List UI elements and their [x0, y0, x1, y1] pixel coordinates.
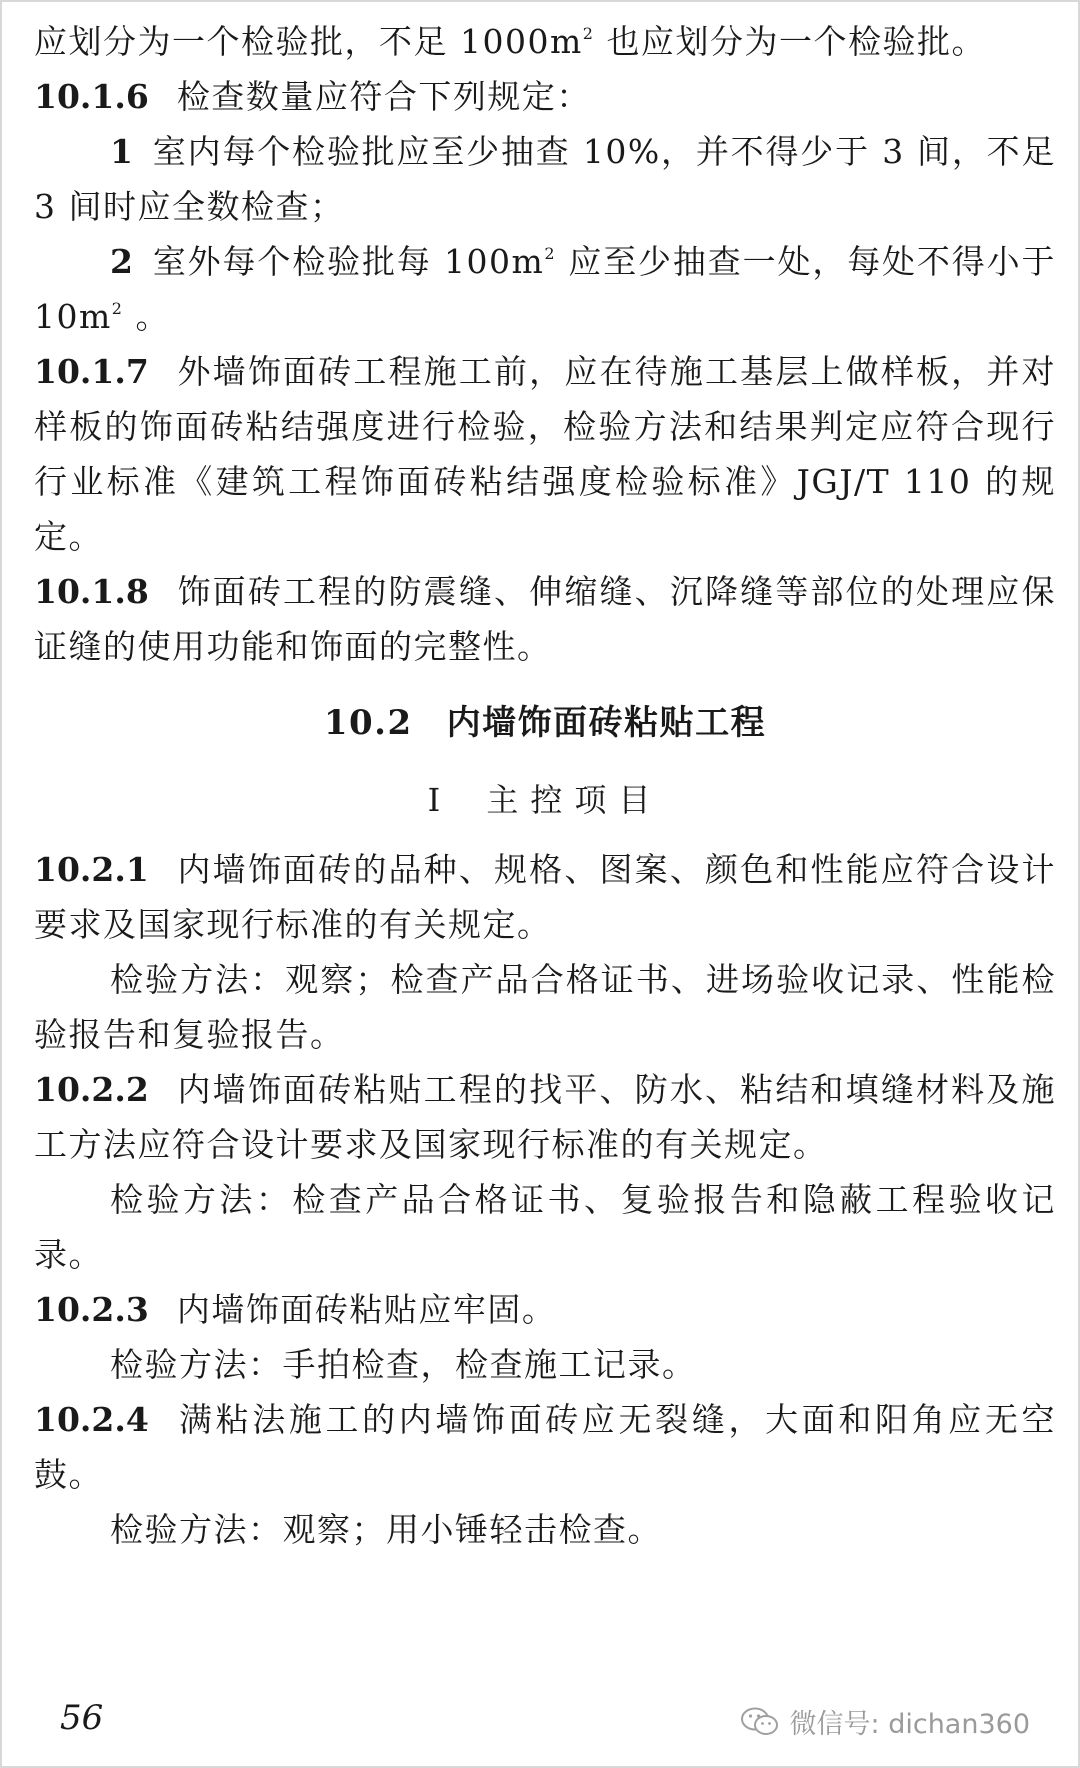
clause-text: 外墙饰面砖工程施工前，应在待施工基层上做样板，并对样板的饰面砖粘结强度进行检验，检验方法和结果判定应符合现行行业标准《建筑工程饰面砖粘结强度检验标准》JGJ/T 110 的规定。 [34, 352, 1056, 556]
section-number: 10.2 [323, 703, 413, 743]
clause-number: 10.2.4 [34, 1400, 149, 1439]
clause-number: 10.1.7 [34, 352, 149, 391]
clause-10-2-3 [34, 1282, 1056, 1337]
clause-10-2-2 [34, 1062, 1056, 1172]
document-body [34, 14, 1056, 1557]
subsection-title-text: 主控项目 [486, 781, 663, 819]
inspection-method: 检验方法：检查产品合格证书、复验报告和隐蔽工程验收记录。 [34, 1180, 1056, 1274]
section-title-text: 内墙饰面砖粘贴工程 [446, 703, 767, 743]
inspection-method: 检验方法：观察；用小锤轻击检查。 [110, 1510, 662, 1549]
clause-text: 饰面砖工程的防震缝、伸缩缝、沉降缝等部位的处理应保证缝的使用功能和饰面的完整性。 [34, 572, 1056, 666]
page-footer [2, 1676, 1078, 1766]
clause-text: 满粘法施工的内墙饰面砖应无裂缝，大面和阳角应无空鼓。 [34, 1400, 1056, 1494]
section-heading [34, 696, 1056, 751]
wechat-icon [740, 1706, 780, 1738]
item-text: 室内每个检验批应至少抽查 10%，并不得少于 3 间，不足 3 间时应全数检查； [34, 132, 1056, 226]
inspection-method: 检验方法：手拍检查，检查施工记录。 [110, 1345, 697, 1384]
watermark-text: 微信号: dichan360 [789, 1709, 1030, 1740]
watermark [740, 1702, 1030, 1741]
list-item-1 [34, 124, 1056, 234]
item-number: 2 [110, 242, 135, 281]
clause-10-1-7 [34, 344, 1056, 564]
clause-number: 10.2.3 [34, 1290, 149, 1329]
clause-number: 10.1.6 [34, 77, 149, 116]
clause-text: 内墙饰面砖粘贴工程的找平、防水、粘结和填缝材料及施工方法应符合设计要求及国家现行标准的有关规定。 [34, 1070, 1056, 1164]
clause-text: 内墙饰面砖的品种、规格、图案、颜色和性能应符合设计要求及国家现行标准的有关规定。 [34, 850, 1056, 944]
subsection-roman: Ⅰ [427, 781, 453, 819]
subsection-heading [34, 773, 1056, 828]
clause-text: 内墙饰面砖粘贴应牢固。 [176, 1290, 557, 1329]
item-number: 1 [110, 132, 135, 171]
clause-number: 10.2.1 [34, 850, 149, 889]
clause-number: 10.2.2 [34, 1070, 149, 1109]
inspection-method: 检验方法：观察；检查产品合格证书、进场验收记录、性能检验报告和复验报告。 [34, 960, 1056, 1054]
clause-10-2-1 [34, 842, 1056, 952]
clause-number: 10.1.8 [34, 572, 149, 611]
page-number: 56 [60, 1698, 104, 1738]
paragraph-continuation: 应划分为一个检验批，不足 $1000m^2$ 也应划分为一个检验批。 [34, 22, 986, 61]
clause-10-2-4 [34, 1392, 1056, 1502]
list-item-2: 2 室外每个检验批每 $100m^2$ 应至少抽查一处，每处不得小于 $10m^2$ 。 [34, 242, 1056, 336]
clause-text: 检查数量应符合下列规定： [176, 77, 591, 116]
clause-10-1-8 [34, 564, 1056, 674]
clause-10-1-6 [34, 69, 1056, 124]
